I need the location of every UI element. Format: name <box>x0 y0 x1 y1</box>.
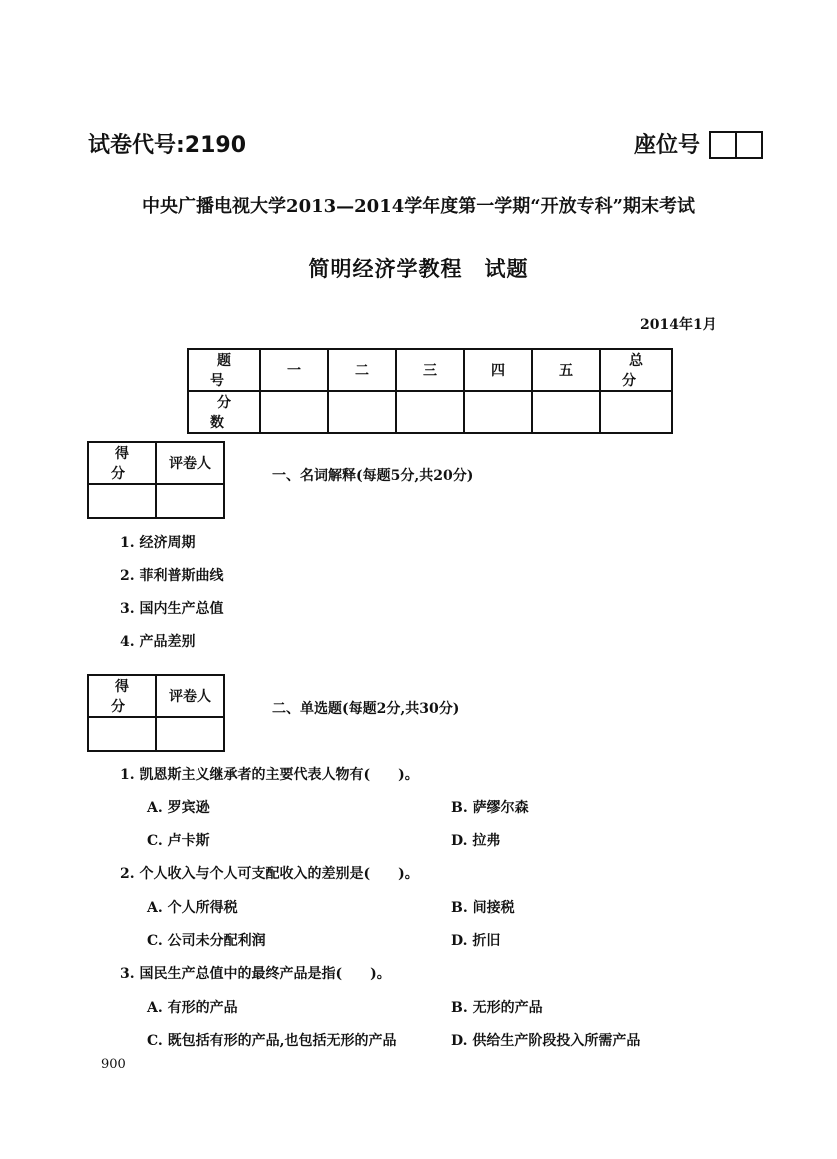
question-option: C. 既包括有形的产品,也包括无形的产品 <box>147 1033 397 1049</box>
question-option: A. 罗宾逊 <box>147 800 210 816</box>
grader-name-label: 评卷人 <box>156 675 224 717</box>
question-option: C. 公司未分配利润 <box>147 933 266 949</box>
grader-box <box>87 674 225 752</box>
grader-score-cell[interactable] <box>88 484 156 518</box>
seat-number-boxes <box>709 131 761 159</box>
exam-header: 中央广播电视大学2013—2014学年度第一学期“开放专科”期末考试 <box>142 196 695 217</box>
page-number: 900 <box>101 1057 126 1072</box>
score-table-cell: 四 <box>464 349 532 391</box>
question-option: B. 间接税 <box>451 900 515 916</box>
grader-score-cell[interactable] <box>88 717 156 751</box>
seat-label: 座位号 <box>634 133 701 158</box>
question-option: D. 折旧 <box>451 933 501 949</box>
score-entry-cell[interactable] <box>396 391 464 433</box>
section2-title: 二、单选题(每题2分,共30分) <box>272 701 460 717</box>
section1-title: 一、名词解释(每题5分,共20分) <box>272 468 474 484</box>
score-table-cell: 一 <box>260 349 328 391</box>
score-table-cell: 分 数 <box>188 391 260 433</box>
score-table-cell: 三 <box>396 349 464 391</box>
exam-code: 试卷代号:2190 <box>88 133 247 158</box>
score-entry-cell[interactable] <box>600 391 672 433</box>
question-option: A. 有形的产品 <box>147 1000 238 1016</box>
grader-score-label: 得 分 <box>88 675 156 717</box>
question-option: C. 卢卡斯 <box>147 833 210 849</box>
grader-name-label: 评卷人 <box>156 442 224 484</box>
term-item: 3. 国内生产总值 <box>120 601 224 617</box>
score-entry-cell[interactable] <box>464 391 532 433</box>
score-table-cell: 二 <box>328 349 396 391</box>
question-stem: 2. 个人收入与个人可支配收入的差别是( )。 <box>120 866 419 882</box>
grader-name-cell[interactable] <box>156 484 224 518</box>
question-option: B. 无形的产品 <box>451 1000 543 1016</box>
exam-title: 简明经济学教程 试题 <box>308 257 529 281</box>
question-option: A. 个人所得税 <box>147 900 238 916</box>
grader-box <box>87 441 225 519</box>
question-option: D. 拉弗 <box>451 833 501 849</box>
exam-date: 2014年1月 <box>640 317 717 333</box>
term-item: 4. 产品差别 <box>120 634 196 650</box>
score-table-header-row <box>188 349 672 391</box>
term-item: 1. 经济周期 <box>120 535 196 551</box>
score-table-score-row <box>188 391 672 433</box>
grader-score-label: 得 分 <box>88 442 156 484</box>
score-table-cell: 题 号 <box>188 349 260 391</box>
score-entry-cell[interactable] <box>328 391 396 433</box>
term-item: 2. 菲利普斯曲线 <box>120 568 224 584</box>
question-option: D. 供给生产阶段投入所需产品 <box>451 1033 641 1049</box>
grader-name-cell[interactable] <box>156 717 224 751</box>
question-stem: 1. 凯恩斯主义继承者的主要代表人物有( )。 <box>120 767 419 783</box>
seat-box <box>709 131 737 159</box>
seat-box <box>735 131 763 159</box>
score-entry-cell[interactable] <box>532 391 600 433</box>
score-table <box>187 348 685 434</box>
question-option: B. 萨缪尔森 <box>451 800 529 816</box>
question-stem: 3. 国民生产总值中的最终产品是指( )。 <box>120 966 391 982</box>
score-table-cell: 总 分 <box>600 349 672 391</box>
score-table-cell: 五 <box>532 349 600 391</box>
